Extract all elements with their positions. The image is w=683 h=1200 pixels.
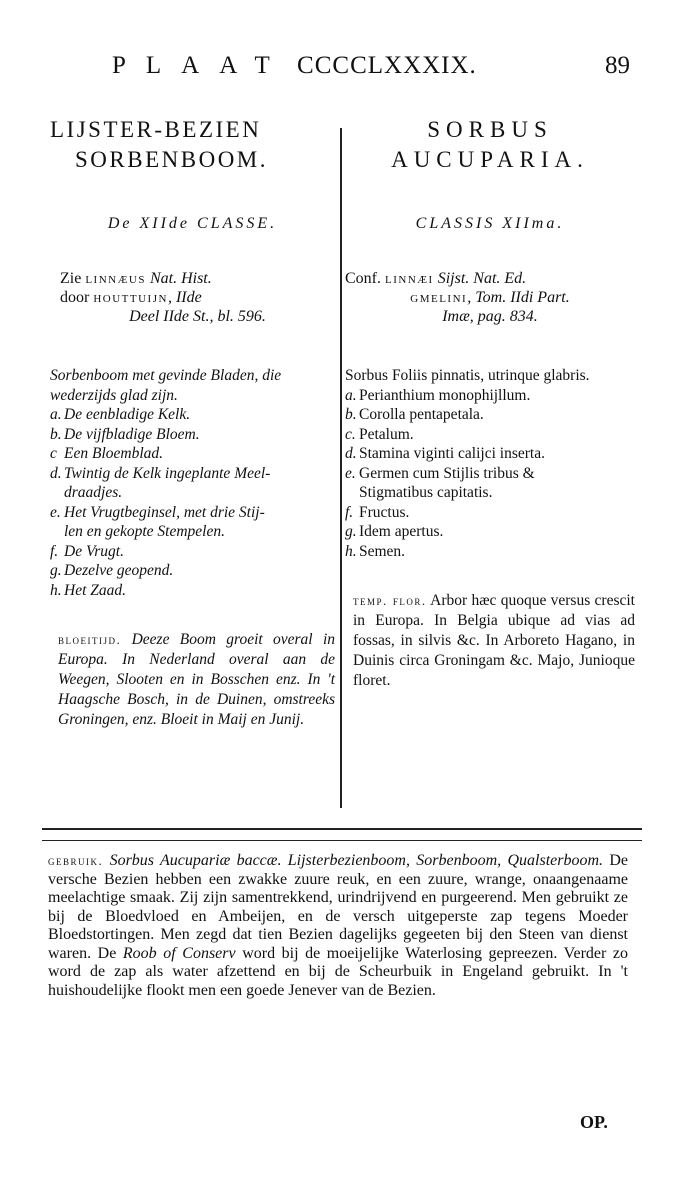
def-text: draadjes. [64,484,123,501]
definition-row [50,503,335,523]
usage-names: Sorbus Aucupariæ baccæ. Lijsterbezienboom, Sorbenboom, Qualsterboom. [109,852,604,869]
plaat-label: PLAAT [112,52,290,79]
latin-title-2: AUCUPARIA. [391,147,589,172]
flowering-label: bloeitijd. [58,632,122,647]
latin-reference [345,269,635,326]
def-label: f. [50,542,59,560]
definition-row [50,444,335,464]
def-text: Semen. [359,542,406,560]
ref-text: Zie [60,270,86,287]
flowering-text: Deeze Boom groeit overal in Europa. In Nederland overal aan de Weegen, Slooten en in Bosschen enz. In 't Haagsche Bosch, in de Duinen, omstreeks Groningen, enz. Bloeit in Maij en Junij. [58,631,335,728]
definition-row [345,483,635,503]
def-label: h. [345,542,357,560]
def-text: Corolla pentapetala. [359,406,484,423]
usage-label: gebruik. [48,853,104,868]
def-label: e. [345,464,356,482]
latin-classe: CLASSIS XIIma. [415,215,565,232]
def-text: Een Bloemblad. [64,445,164,462]
latin-definitions [345,366,635,561]
plate-number: CCCCLXXXIX. [297,52,477,79]
definition-row [50,425,335,445]
definition-row [50,405,335,425]
def-text: Stigmatibus capitatis. [359,484,493,501]
def-text: Fructus. [359,503,410,521]
dutch-definition-head: Sorbenboom met gevinde Bladen, die wederzijds glad zijn. [50,367,282,404]
def-label: d. [345,445,357,462]
def-label: h. [50,581,62,599]
def-text: Twintig de Kelk ingeplante Meel- [64,464,271,482]
def-text: De eenbladige Kelk. [64,406,191,423]
definition-row [345,386,635,406]
definition-row [345,503,635,523]
def-text: De vijfbladige Bloem. [64,425,200,443]
definition-row [50,561,335,581]
definition-row [345,464,635,484]
dutch-title-1: LIJSTER-BEZIEN [50,117,262,142]
def-text: Het Vrugtbeginsel, met drie Stij- [64,503,265,521]
definition-row [345,405,635,425]
ref-location: Imæ, pag. 834. [442,308,538,325]
latin-title-1: SORBUS [427,117,553,142]
usage-preparation: Roob of Conserv [122,944,236,962]
dutch-classe: De XIIde CLASSE. [107,215,278,232]
def-label: a. [50,406,62,423]
def-label: g. [345,523,357,540]
column-divider [340,128,342,808]
dutch-column [50,115,335,730]
def-label: g. [50,562,62,579]
catchword: OP. [580,1112,608,1132]
definition-row [345,425,635,445]
ref-author: linnæi [385,270,434,287]
definition-row [50,542,335,562]
def-label [345,483,359,503]
latin-flowering [345,591,635,691]
dutch-definitions [50,366,335,600]
flowering-text: Arbor hæc quoque versus crescit in Europa. In Belgia ubique ad vias ad fossas, in silvis &c. In Arboreto Hagano, in Duinis circa Groningam &c. Majo, Junioque floret. [353,592,635,689]
section-rule-thin [42,840,642,841]
dutch-reference [50,269,335,326]
def-text: len en gekopte Stempelen. [64,523,225,540]
def-label: a. [345,386,357,404]
ref-author: houttuijn [93,289,168,306]
flowering-label: temp. flor. [353,593,427,608]
def-label [50,483,64,503]
def-label: b. [50,425,62,443]
section-rule [42,828,642,830]
ref-author: gmelini [410,289,468,306]
def-text: Petalum. [359,425,414,443]
def-text: Dezelve geopend. [64,562,174,579]
def-label: d. [50,464,62,482]
ref-work: Nat. Hist. [145,270,212,287]
latin-definition-head: Sorbus Foliis pinnatis, utrinque glabris. [345,367,590,384]
ref-text: door [60,289,94,306]
dutch-title-2: SORBENBOOM. [75,147,269,172]
definition-row [345,444,635,464]
ref-author: linnæus [85,270,146,287]
usage-paragraph [48,852,628,1000]
def-label: c [50,445,57,462]
definition-row [345,542,635,562]
def-text: Idem apertus. [359,523,444,540]
def-label: c. [345,425,356,443]
def-text: Perianthium monophijllum. [359,386,531,404]
def-label: e. [50,503,61,521]
def-text: De Vrugt. [64,542,124,560]
def-text: Germen cum Stijlis tribus & [359,464,535,482]
running-head [112,52,477,80]
def-label: f. [345,503,354,521]
def-label [50,522,64,542]
latin-column [345,115,635,691]
ref-location: Deel IIde St., bl. 596. [129,308,266,325]
def-text: Het Zaad. [64,581,126,599]
usage-text: word bij de moeijelijke Waterlosing gepreezen. Verder zo word de zap als water afzettend en bij de Scheurbuik in Engeland gebruikt. In 't huishoudelijke flookt men een goede Jenever van de Bezien. [48,944,628,999]
definition-row [50,522,335,542]
definition-row [50,581,335,601]
def-label: b. [345,406,357,423]
definition-row [50,464,335,484]
ref-work: Sijst. Nat. Ed. [433,270,527,287]
ref-text: Conf. [345,270,385,287]
dutch-flowering [50,630,335,730]
def-text: Stamina viginti calijci inserta. [359,445,545,462]
usage-text: De versche Bezien hebben een zwakke zuure reuk, en een zuure, wrange, onaangenaame meelachtige smaak. Zij zijn samentrekkend, urindrijvend en purgeerend. Men gebruikt ze bij de Bloedvloed en Ambeijen, en de versch uitgeperste zap tegens Moeder Bloedstortingen. Men zegd dat tien Bezien dagelijks gegeeten bij den Steen van dienst waren. De [48,852,628,962]
definition-row [345,522,635,542]
page-number: 89 [605,52,630,79]
ref-work: , IIde [167,289,202,306]
definition-row [50,483,335,503]
ref-work: , Tom. IIdi Part. [467,289,570,306]
